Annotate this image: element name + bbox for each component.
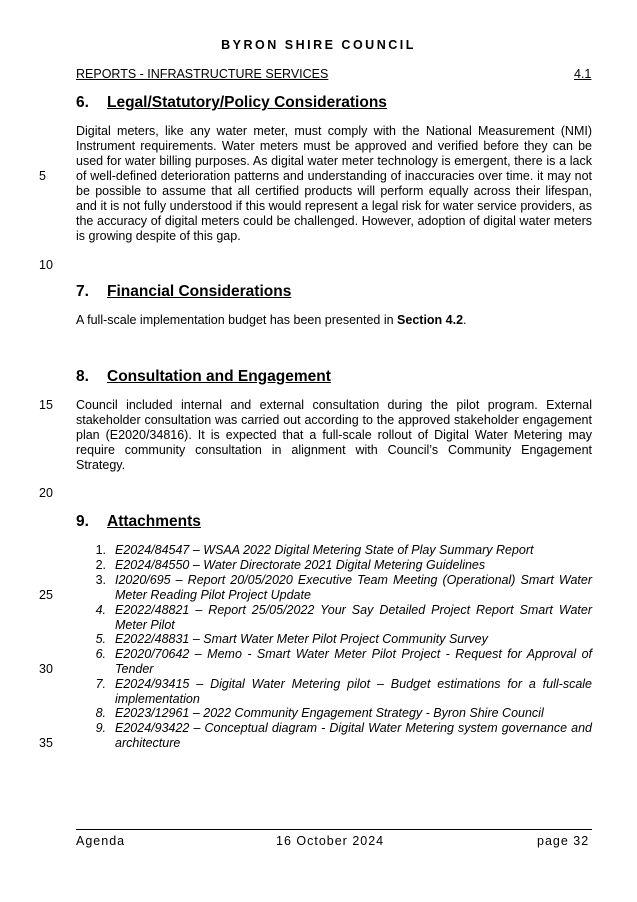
attachment-link[interactable]: E2020/70642 – Memo - Smart Water Meter Pilot Project - Request for Approval of Tender: [115, 647, 592, 676]
legal-paragraph: Digital meters, like any water meter, must comply with the National Measurement (NMI) Instrument requirements. Water meters must be approved and verified before they can be used for water billing purposes. As digital water meter technology is emergent, there is a lack of well-defined deterioration patterns and understanding of inaccuracies over time. it may not be possible to assume that all certified products will perform equally across their lifespan, and it is not fully understood if this would represent a legal risk for water service providers, as the accuracy of digital meters could be challenged. However, adoption of digital water meters is growing despite of this gap.: [76, 124, 592, 243]
footer-agenda: Agenda: [76, 834, 126, 848]
line-number: 5: [39, 169, 46, 183]
attachment-item: 6. E2020/70642 – Memo - Smart Water Meter Pilot Project - Request for Approval of Tender: [95, 647, 592, 676]
section-heading-attachments: [76, 513, 201, 531]
attachment-item: 8. E2023/12961 – 2022 Community Engagement Strategy - Byron Shire Council: [82, 706, 592, 721]
section-number: 8.: [76, 368, 89, 385]
attachment-item: 4. E2022/48821 – Report 25/05/2022 Your Say Detailed Project Report Smart Water Meter Pilot: [95, 603, 592, 632]
attachment-item: 7. E2024/93415 – Digital Water Metering pilot – Budget estimations for a full-scale implementation: [95, 677, 592, 706]
attachment-item: 5. E2022/48831 – Smart Water Meter Pilot Project Community Survey: [82, 632, 592, 647]
section-number: 7.: [76, 283, 89, 300]
section-title: Legal/Statutory/Policy Considerations: [107, 94, 387, 111]
attachment-link[interactable]: E2024/93415 – Digital Water Metering pilot – Budget estimations for a full-scale implementation: [115, 677, 592, 706]
attachment-link[interactable]: E2022/48831 – Smart Water Meter Pilot Project Community Survey: [115, 632, 488, 646]
line-number: 10: [39, 258, 53, 272]
footer-divider: [76, 829, 592, 830]
consultation-paragraph: Council included internal and external consultation during the pilot program. External stakeholder consultation was carried out according to the approved stakeholder engagement plan (E2020/34816). It is expected that a full-scale rollout of Digital Water Metering may require community consultation in alignment with Council’s Community Engagement Strategy.: [76, 398, 592, 472]
attachment-link[interactable]: E2024/93422 – Conceptual diagram - Digital Water Metering system governance and architecture: [115, 721, 592, 750]
attachment-link[interactable]: E2023/12961 – 2022 Community Engagement Strategy - Byron Shire Council: [115, 706, 544, 720]
attachment-item: 1. E2024/84547 – WSAA 2022 Digital Metering State of Play Summary Report: [82, 543, 592, 558]
section-heading-consultation: [76, 368, 331, 386]
line-number: 30: [39, 662, 53, 676]
line-number: 20: [39, 486, 53, 500]
attachment-link[interactable]: E2024/84547 – WSAA 2022 Digital Metering State of Play Summary Report: [115, 543, 534, 557]
report-item-number: 4.1: [574, 67, 592, 81]
attachment-link[interactable]: E2022/48821 – Report 25/05/2022 Your Say Detailed Project Report Smart Water Meter Pilot: [115, 603, 592, 632]
attachment-item: 3. I2020/695 – Report 20/05/2020 Executive Team Meeting (Operational) Smart Water Meter Reading Pilot Project Update: [95, 573, 592, 602]
section-title: Financial Considerations: [107, 283, 292, 300]
section-heading-financial: [76, 283, 291, 301]
line-number: 35: [39, 736, 53, 750]
section-heading-legal: [76, 94, 387, 112]
report-section-label: REPORTS - INFRASTRUCTURE SERVICES: [76, 67, 329, 81]
attachment-item: 2. E2024/84550 – Water Directorate 2021 Digital Metering Guidelines: [82, 558, 592, 573]
footer-date: 16 October 2024: [276, 834, 385, 848]
section-number: 9.: [76, 513, 89, 530]
section-number: 6.: [76, 94, 89, 111]
financial-paragraph: A full-scale implementation budget has been presented in Section 4.2.: [76, 313, 467, 327]
section-title: Consultation and Engagement: [107, 368, 331, 385]
line-number: 15: [39, 398, 53, 412]
section-title: Attachments: [107, 513, 201, 530]
section-reference: Section 4.2: [397, 313, 464, 327]
council-name: BYRON SHIRE COUNCIL: [221, 38, 416, 52]
attachment-link[interactable]: E2024/84550 – Water Directorate 2021 Digital Metering Guidelines: [115, 558, 486, 572]
line-number: 25: [39, 588, 53, 602]
attachment-item: 9. E2024/93422 – Conceptual diagram - Digital Water Metering system governance and architecture: [95, 721, 592, 750]
footer-page-number: page 32: [537, 834, 590, 848]
attachment-link[interactable]: I2020/695 – Report 20/05/2020 Executive Team Meeting (Operational) Smart Water Meter Reading Pilot Project Update: [115, 573, 592, 602]
